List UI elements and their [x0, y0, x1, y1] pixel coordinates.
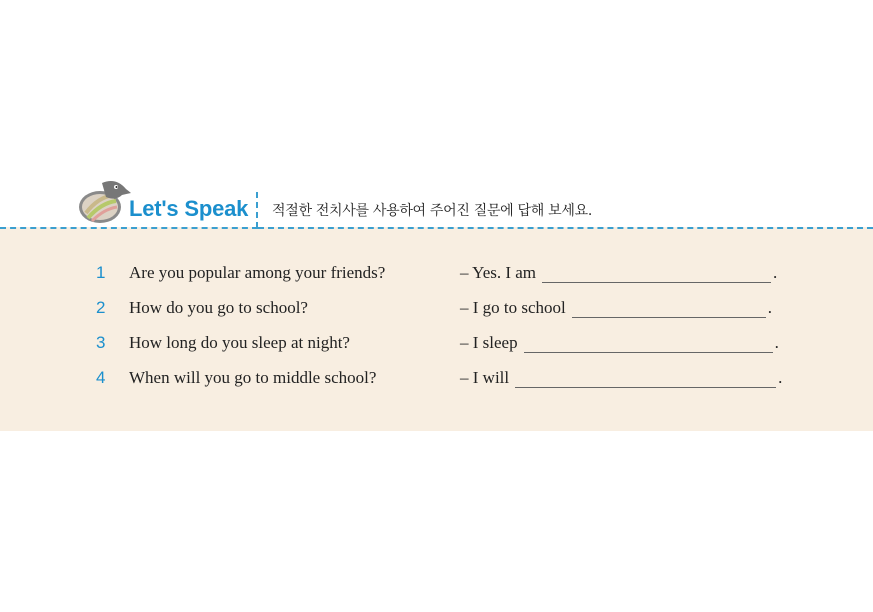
list-item	[0, 259, 873, 289]
divider-right	[258, 227, 873, 229]
answer-period: .	[778, 368, 783, 387]
answer-blank[interactable]	[542, 266, 771, 283]
answer-line	[460, 333, 779, 353]
answer-line	[460, 263, 777, 283]
item-number: 4	[96, 368, 106, 387]
pencil-bird-icon	[76, 177, 132, 225]
answer-period: .	[773, 263, 778, 282]
answer-blank[interactable]	[515, 371, 776, 388]
list-item	[0, 329, 873, 359]
answer-line	[460, 298, 772, 318]
question-text: Are you popular among your friends?	[129, 263, 386, 282]
answer-line	[460, 368, 782, 388]
answer-prefix: – I sleep	[460, 333, 518, 352]
answer-blank[interactable]	[524, 336, 773, 353]
question-text: When will you go to middle school?	[129, 368, 377, 387]
list-item	[0, 294, 873, 324]
item-number: 3	[96, 333, 106, 352]
list-item	[0, 364, 873, 394]
answer-prefix: – I go to school	[460, 298, 566, 317]
answer-period: .	[774, 333, 779, 352]
divider-left	[0, 227, 258, 229]
question-text: How long do you sleep at night?	[129, 333, 350, 352]
instruction-text: 적절한 전치사를 사용하여 주어진 질문에 답해 보세요.	[272, 203, 592, 219]
section-title: Let's Speak	[129, 196, 249, 221]
item-number: 2	[96, 298, 106, 317]
divider-vertical	[256, 192, 258, 228]
item-number: 1	[96, 263, 106, 282]
question-text: How do you go to school?	[129, 298, 308, 317]
answer-period: .	[767, 298, 773, 317]
answer-blank[interactable]	[572, 301, 766, 318]
answer-prefix: – I will	[460, 368, 510, 387]
answer-prefix: – Yes. I am	[460, 263, 537, 282]
